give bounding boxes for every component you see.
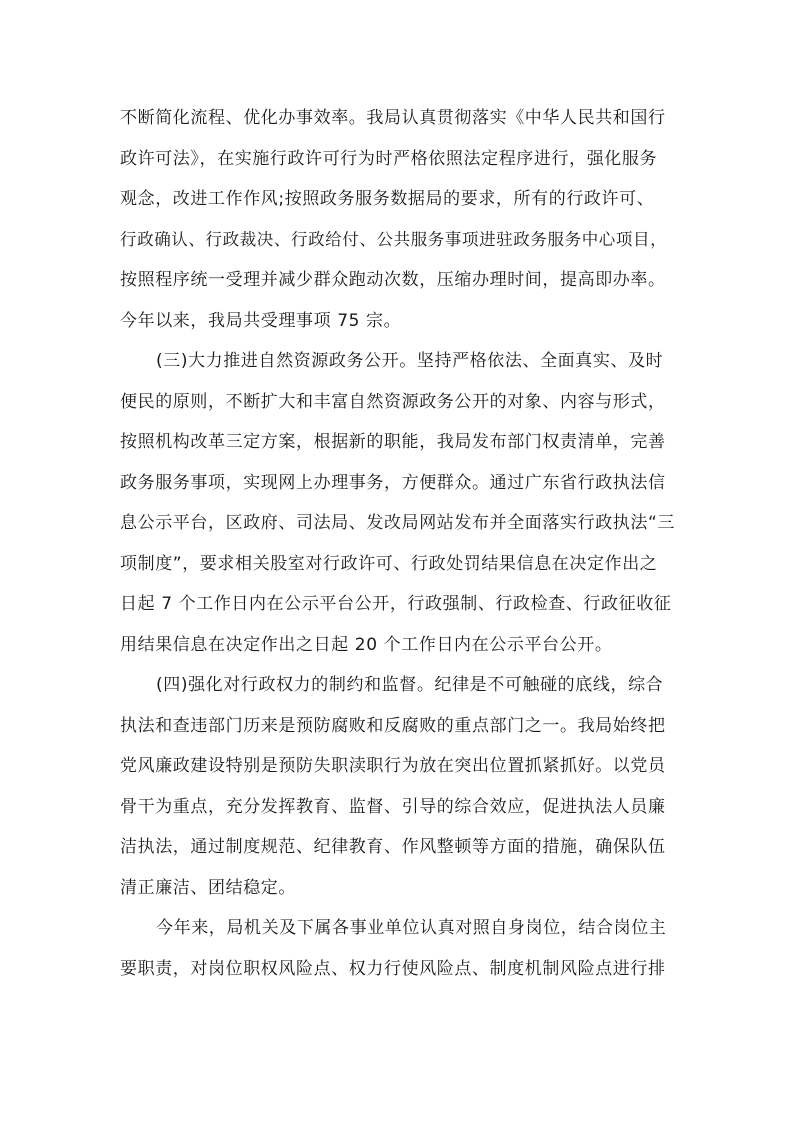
text-line: 清正廉洁、团结稳定。	[120, 877, 296, 898]
paragraph-opening: 今年来，局机关及下属各事业单位认真对照自身岗位，结合岗位主	[156, 918, 667, 938]
text-line: 项制度”，要求相关股室对行政许可、行政处罚结果信息在决定作出之	[120, 553, 658, 574]
text-line: 骨干为重点，充分发挥教育、监督、引导的综合效应，促进执法人员廉	[120, 796, 666, 817]
text-line: 按照程序统一受理并减少群众跑动次数，压缩办理时间，提高即办率。	[120, 270, 666, 290]
text-line: 今年以来，我局共受理事项 75 宗。	[120, 310, 402, 331]
text-line: 政许可法》，在实施行政许可行为时严格依照法定程序进行，强化服务	[120, 148, 658, 169]
text-line: 要职责，对岗位职权风险点、权力行使风险点、制度机制风险点进行排	[120, 958, 666, 979]
text-line: 息公示平台，区政府、司法局、发改局网站发布并全面落实行政执法“三	[120, 513, 676, 533]
text-line: 党风廉政建设特别是预防失职渎职行为放在突出位置抓紧抓好。以党员	[120, 756, 666, 776]
text-line: 便民的原则，不断扩大和丰富自然资源政务公开的对象、内容与形式，	[120, 391, 666, 412]
section-heading-three: (三)大力推进自然资源政务公开。坚持严格依法、全面真实、及时	[156, 351, 664, 371]
paragraph-section-four	[120, 665, 678, 908]
text-line	[120, 665, 678, 706]
text-line: 执法和查违部门历来是预防腐败和反腐败的重点部门之一。我局始终把	[120, 715, 666, 736]
text-line: 政务服务事项，实现网上办理事务，方便群众。通过广东省行政执法信	[120, 472, 666, 493]
text-line: 用结果信息在决定作出之日起 20 个工作日内在公示平台公开。	[120, 634, 613, 655]
section-heading-four: (四)强化对行政权力的制约和监督。纪律是不可触碰的底线，综合	[156, 675, 664, 695]
text-line	[120, 908, 678, 949]
text-line: 行政确认、行政裁决、行政给付、公共服务事项进驻政务服务中心项目，	[120, 229, 668, 249]
text-line: 洁执法，通过制度规范、纪律教育、作风整顿等方面的措施，确保队伍	[120, 837, 666, 857]
text-line: 日起 7 个工作日内在公示平台公开，行政强制、行政检查、行政征收征	[120, 594, 672, 614]
document-body	[120, 98, 678, 989]
text-line: 按照机构改革三定方案，根据新的职能，我局发布部门权责清单，完善	[120, 432, 666, 452]
text-line: 不断简化流程、优化办事效率。我局认真贯彻落实《中华人民共和国行	[120, 108, 666, 128]
text-line: 观念，改进工作作风;按照政务服务数据局的要求，所有的行政许可、	[120, 189, 655, 209]
paragraph-section-three	[120, 341, 678, 665]
paragraph-approval-efficiency	[120, 98, 678, 341]
paragraph-this-year	[120, 908, 678, 989]
text-line	[120, 341, 678, 382]
